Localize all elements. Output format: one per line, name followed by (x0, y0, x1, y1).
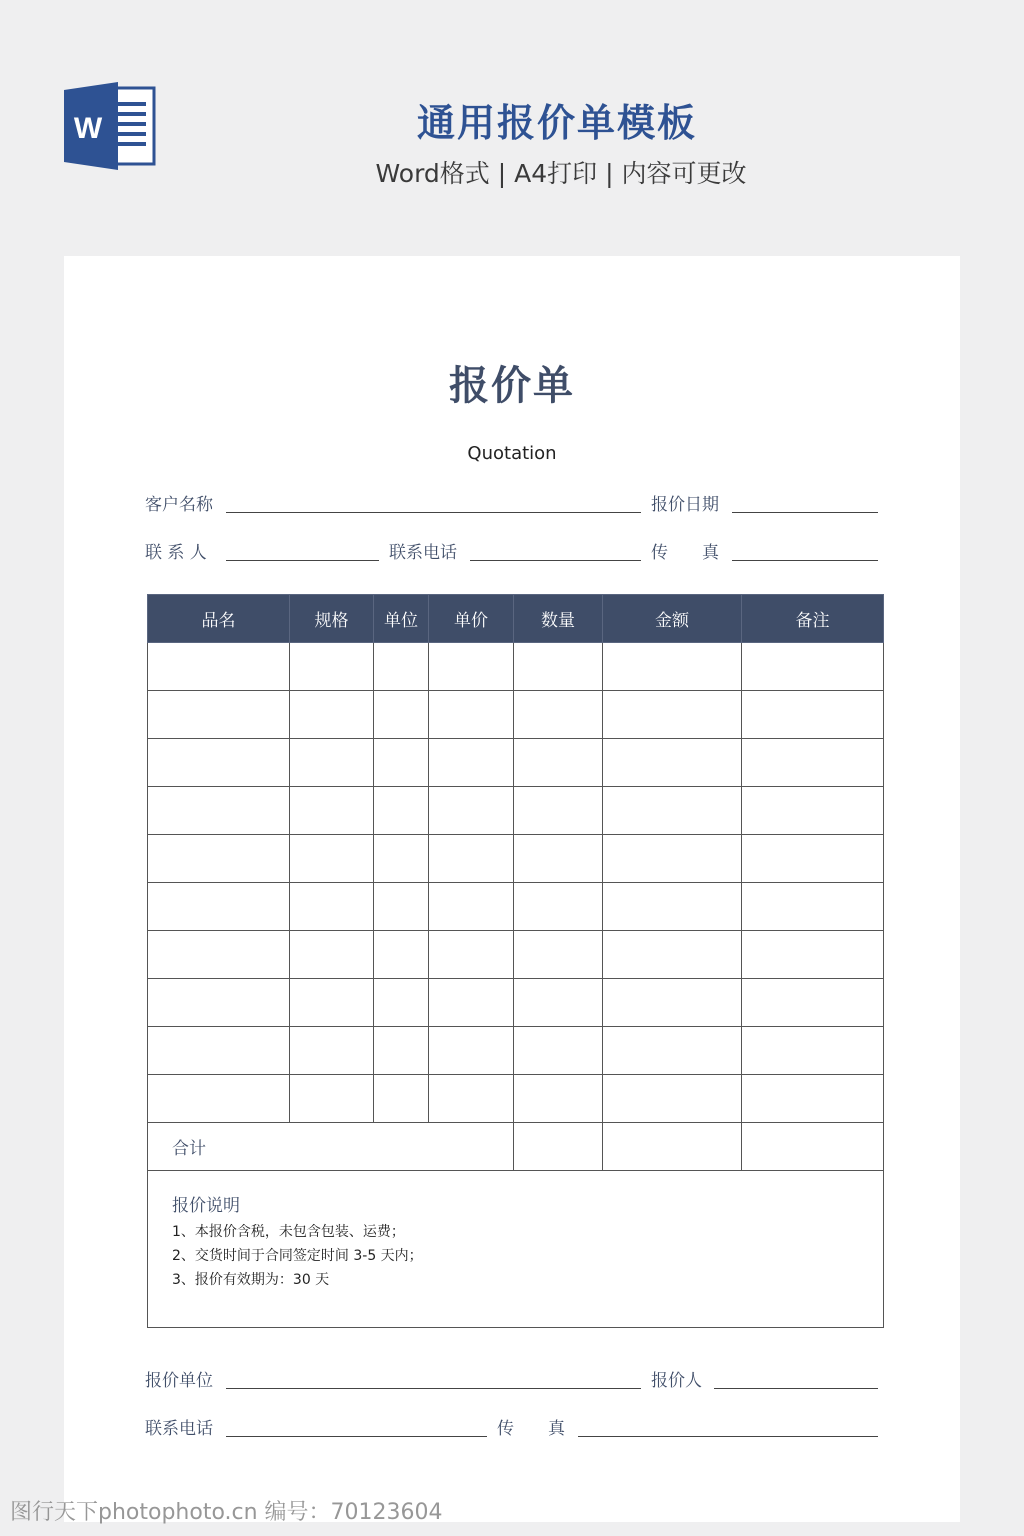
table-cell[interactable] (514, 931, 603, 979)
table-cell[interactable] (148, 787, 290, 835)
table-cell[interactable] (429, 931, 514, 979)
table-cell[interactable] (374, 835, 429, 883)
document-subtitle: Quotation (467, 443, 557, 464)
table-cell[interactable] (742, 931, 884, 979)
table-cell[interactable] (603, 1075, 742, 1123)
table-cell[interactable] (429, 691, 514, 739)
table-cell[interactable] (148, 1027, 290, 1075)
table-cell[interactable] (429, 835, 514, 883)
table-cell[interactable] (290, 1075, 374, 1123)
table-cell[interactable] (374, 883, 429, 931)
contact-phone-label: 联系电话 (389, 543, 457, 563)
table-row (148, 835, 884, 883)
table-cell[interactable] (603, 979, 742, 1027)
customer-name-field[interactable] (226, 512, 641, 513)
table-row (148, 643, 884, 691)
table-cell[interactable] (514, 739, 603, 787)
table-cell[interactable] (514, 835, 603, 883)
table-cell[interactable] (514, 787, 603, 835)
quoter-field[interactable] (714, 1388, 878, 1389)
quote-date-field[interactable] (732, 512, 878, 513)
table-cell[interactable] (290, 1027, 374, 1075)
table-cell[interactable] (374, 931, 429, 979)
total-amount-cell[interactable] (603, 1123, 742, 1171)
table-cell[interactable] (742, 835, 884, 883)
total-remarks-cell[interactable] (742, 1123, 884, 1171)
note-line: 1、本报价含税，未包含包装、运费； (172, 1224, 405, 1240)
table-cell[interactable] (742, 691, 884, 739)
svg-text:W: W (73, 112, 103, 145)
banner-title: 通用报价单模板 (416, 101, 697, 145)
table-cell[interactable] (742, 1075, 884, 1123)
table-cell[interactable] (374, 1075, 429, 1123)
document-page (64, 256, 960, 1522)
table-cell[interactable] (514, 1027, 603, 1075)
footer-fax-label: 传 真 (497, 1419, 565, 1439)
fax-field[interactable] (732, 560, 878, 561)
table-cell[interactable] (429, 883, 514, 931)
table-cell[interactable] (514, 979, 603, 1027)
fax-label: 传 真 (651, 543, 719, 563)
table-cell[interactable] (429, 787, 514, 835)
column-header-spec: 规格 (290, 595, 374, 643)
table-cell[interactable] (290, 691, 374, 739)
column-header-quantity: 数量 (514, 595, 603, 643)
notes-cell (148, 1171, 884, 1328)
table-cell[interactable] (429, 1075, 514, 1123)
table-cell[interactable] (429, 979, 514, 1027)
table-cell[interactable] (603, 787, 742, 835)
table-cell[interactable] (374, 691, 429, 739)
note-line: 3、报价有效期为：30 天 (172, 1272, 330, 1288)
table-row (148, 1027, 884, 1075)
table-cell[interactable] (603, 883, 742, 931)
table-cell[interactable] (742, 787, 884, 835)
table-cell[interactable] (290, 883, 374, 931)
table-cell[interactable] (603, 691, 742, 739)
table-cell[interactable] (603, 739, 742, 787)
table-cell[interactable] (148, 691, 290, 739)
footer-contact-phone-label: 联系电话 (145, 1419, 213, 1439)
table-cell[interactable] (148, 835, 290, 883)
table-cell[interactable] (374, 979, 429, 1027)
column-header-amount: 金额 (603, 595, 742, 643)
table-cell[interactable] (290, 739, 374, 787)
total-label: 合计 (148, 1123, 514, 1171)
table-cell[interactable] (742, 1027, 884, 1075)
quote-unit-label: 报价单位 (145, 1371, 213, 1391)
table-cell[interactable] (742, 643, 884, 691)
table-cell[interactable] (742, 979, 884, 1027)
table-row (148, 787, 884, 835)
table-cell[interactable] (742, 739, 884, 787)
table-cell[interactable] (742, 883, 884, 931)
table-cell[interactable] (514, 1075, 603, 1123)
table-cell[interactable] (148, 1075, 290, 1123)
table-cell[interactable] (514, 883, 603, 931)
document-title: 报价单 (449, 363, 575, 409)
total-quantity-cell[interactable] (514, 1123, 603, 1171)
quote-table (147, 594, 884, 1328)
table-row (148, 691, 884, 739)
table-cell[interactable] (290, 643, 374, 691)
table-cell[interactable] (148, 883, 290, 931)
table-cell[interactable] (148, 739, 290, 787)
quote-date-label: 报价日期 (651, 495, 719, 515)
table-row (148, 979, 884, 1027)
table-cell[interactable] (514, 691, 603, 739)
contact-person-field[interactable] (226, 560, 379, 561)
table-cell[interactable] (290, 979, 374, 1027)
footer-contact-phone-field[interactable] (226, 1436, 487, 1437)
banner-subtitle: Word格式 | A4打印 | 内容可更改 (375, 159, 747, 188)
table-cell[interactable] (290, 835, 374, 883)
notes-title: 报价说明 (172, 1196, 240, 1216)
table-cell[interactable] (603, 643, 742, 691)
customer-name-label: 客户名称 (145, 495, 213, 515)
table-cell[interactable] (148, 643, 290, 691)
column-header-name: 品名 (148, 595, 290, 643)
table-cell[interactable] (514, 643, 603, 691)
footer-fax-field[interactable] (578, 1436, 878, 1437)
table-cell[interactable] (429, 1027, 514, 1075)
table-cell[interactable] (429, 643, 514, 691)
table-header-row (148, 595, 884, 643)
table-cell[interactable] (290, 787, 374, 835)
table-row (148, 931, 884, 979)
contact-phone-field[interactable] (470, 560, 641, 561)
table-row (148, 1075, 884, 1123)
column-header-unit: 单位 (374, 595, 429, 643)
watermark: 图行天下photophoto.cn 编号：70123604 (10, 1500, 443, 1525)
quote-unit-field[interactable] (226, 1388, 641, 1389)
column-header-remarks: 备注 (742, 595, 884, 643)
table-cell[interactable] (148, 931, 290, 979)
table-cell[interactable] (374, 787, 429, 835)
table-row (148, 739, 884, 787)
table-cell[interactable] (429, 739, 514, 787)
contact-person-label: 联 系 人 (145, 543, 207, 563)
table-cell[interactable] (374, 1027, 429, 1075)
table-cell[interactable] (603, 931, 742, 979)
table-cell[interactable] (148, 979, 290, 1027)
quoter-label: 报价人 (651, 1371, 702, 1391)
note-line: 2、交货时间于合同签定时间 3-5 天内； (172, 1248, 423, 1264)
table-row (148, 883, 884, 931)
table-cell[interactable] (374, 643, 429, 691)
table-cell[interactable] (603, 1027, 742, 1075)
table-cell[interactable] (374, 739, 429, 787)
table-cell[interactable] (290, 931, 374, 979)
table-cell[interactable] (603, 835, 742, 883)
column-header-unit-price: 单价 (429, 595, 514, 643)
notes-row (148, 1171, 884, 1328)
total-row (148, 1123, 884, 1171)
